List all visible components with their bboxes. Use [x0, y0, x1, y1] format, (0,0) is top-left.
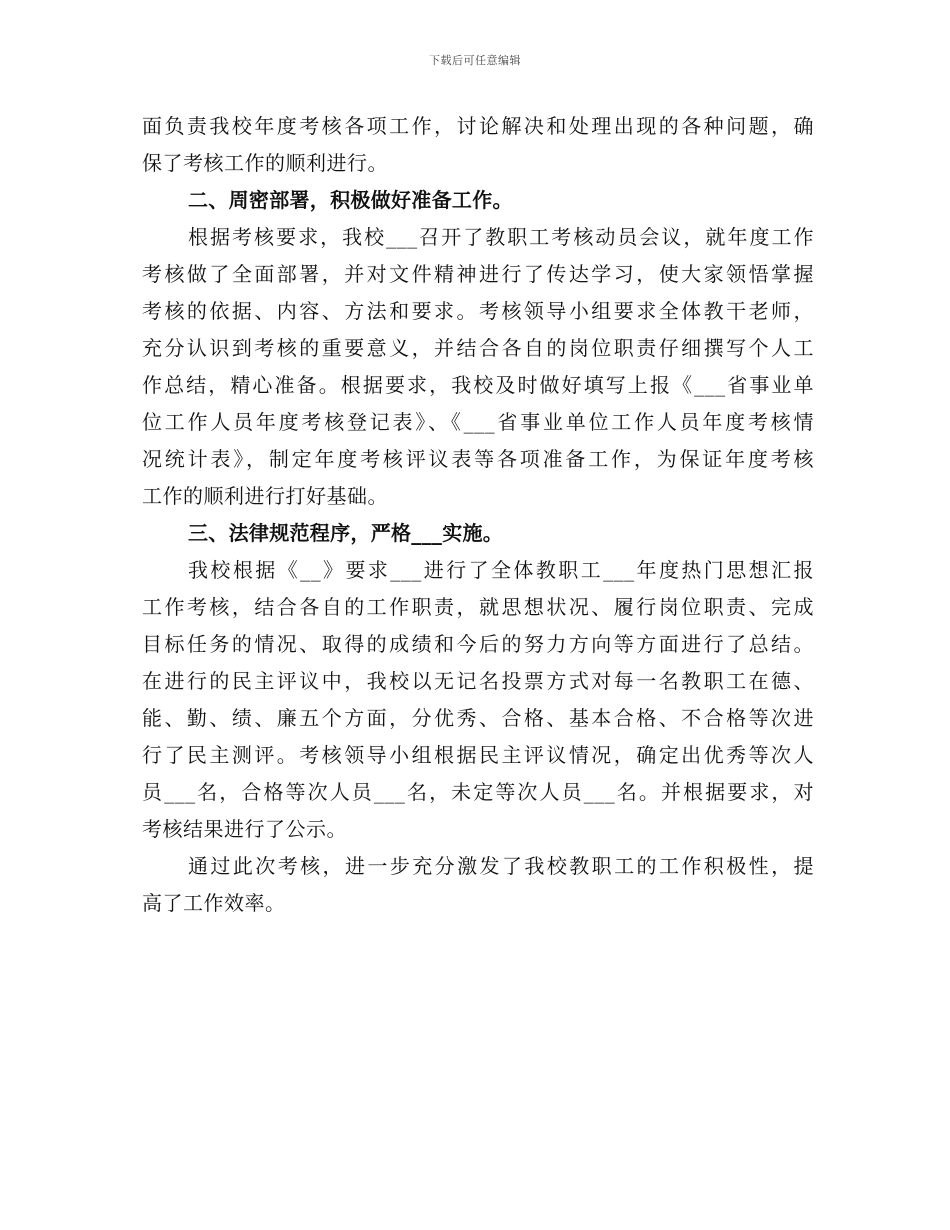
- section-heading: 三、法律规范程序，严格___实施。: [188, 521, 504, 545]
- document-body: [142, 108, 814, 922]
- paragraph-line: 工作的顺利进行打好基础。: [142, 484, 388, 508]
- paragraph-line: 我校根据《__》要求___进行了全体教职工___年度热门思想汇报: [188, 558, 814, 582]
- paragraph-line: 通过此次考核，进一步充分激发了我校教职工的工作积极性，提: [188, 854, 814, 878]
- paragraph-line: 考核做了全面部署，并对文件精神进行了传达学习，使大家领悟掌握: [142, 262, 814, 286]
- section-heading: 二、周密部署，积极做好准备工作。: [188, 188, 513, 212]
- paragraph-line: 根据考核要求，我校___召开了教职工考核动员会议，就年度工作: [188, 225, 814, 249]
- paragraph-line: 考核的依据、内容、方法和要求。考核领导小组要求全体教干老师，: [142, 299, 814, 323]
- paragraph-line: 工作考核，结合各自的工作职责，就思想状况、履行岗位职责、完成: [142, 595, 814, 619]
- paragraph-line: 行了民主测评。考核领导小组根据民主评议情况，确定出优秀等次人: [142, 743, 814, 767]
- paragraph-line: 能、勤、绩、廉五个方面，分优秀、合格、基本合格、不合格等次进: [142, 706, 814, 730]
- paragraph-line: 位工作人员年度考核登记表》、《___省事业单位工作人员年度考核情: [142, 410, 814, 434]
- paragraph-line: 考核结果进行了公示。: [142, 817, 347, 841]
- paragraph-line: 况统计表》，制定年度考核评议表等各项准备工作，为保证年度考核: [142, 447, 814, 471]
- paragraph-line: 保了考核工作的顺利进行。: [142, 151, 388, 175]
- paragraph-line: 员___名，合格等次人员___名，未定等次人员___名。并根据要求，对: [142, 780, 814, 804]
- paragraph-line: 高了工作效率。: [142, 891, 286, 915]
- paragraph-line: 目标任务的情况、取得的成绩和今后的努力方向等方面进行了总结。: [142, 632, 814, 656]
- page-header-note: 下载后可任意编辑: [429, 54, 521, 67]
- paragraph-line: 作总结，精心准备。根据要求，我校及时做好填写上报《___省事业单: [142, 373, 814, 397]
- paragraph-line: 充分认识到考核的重要意义，并结合各自的岗位职责仔细撰写个人工: [142, 336, 814, 360]
- paragraph-line: 面负责我校年度考核各项工作，讨论解决和处理出现的各种问题，确: [142, 114, 814, 138]
- paragraph-line: 在进行的民主评议中，我校以无记名投票方式对每一名教职工在德、: [142, 669, 814, 693]
